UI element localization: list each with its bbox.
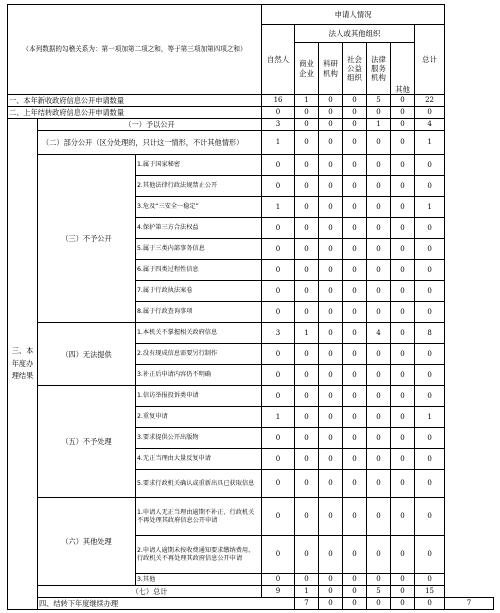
- cell-value: 0: [319, 536, 343, 574]
- cell-value: 0: [343, 344, 367, 365]
- cell-value: 0: [367, 302, 391, 323]
- cell-value: 1: [295, 586, 319, 598]
- row-label: （二）部分公开（区分处理的，只计这一情形，不计其他情形）: [38, 131, 262, 155]
- row-label: 6.属于四类过程性信息: [136, 260, 262, 281]
- cell-value: 0: [319, 428, 343, 449]
- cell-value: 0: [415, 155, 445, 176]
- header-natural-person: 自然人: [262, 25, 295, 95]
- header-research: 科研机构: [319, 43, 343, 95]
- cell-value: 0: [415, 218, 445, 239]
- cell-value: 4: [415, 119, 445, 131]
- cell-value: 0: [391, 536, 415, 574]
- cell-value: 0: [262, 574, 295, 586]
- cell-value: 0: [391, 281, 415, 302]
- cell-value: 0: [295, 428, 319, 449]
- row-label: 2.其他法律行政法规禁止公开: [136, 176, 262, 197]
- cell-value: 0: [319, 239, 343, 260]
- cell-value: 0: [367, 498, 391, 536]
- cell-value: 0: [262, 428, 295, 449]
- row-label: 二、上年结转政府信息公开申请数量: [8, 107, 262, 119]
- cell-value: 0: [391, 218, 415, 239]
- cell-value: 9: [262, 586, 295, 598]
- cell-value: 0: [343, 281, 367, 302]
- cell-value: 0: [343, 197, 367, 218]
- cell-value: 0: [391, 386, 415, 407]
- row-label: （一）予以公开: [38, 119, 262, 131]
- group-noinfo-label: （四）无法提供: [38, 323, 136, 386]
- cell-value: 0: [367, 107, 391, 119]
- cell-value: 0: [295, 344, 319, 365]
- cell-value: 0: [262, 107, 295, 119]
- cell-value: 0: [343, 449, 367, 470]
- cell-value: 0: [343, 386, 367, 407]
- cell-value: 0: [295, 155, 319, 176]
- cell-value: 0: [367, 260, 391, 281]
- cell-value: 0: [262, 218, 295, 239]
- row-partial-publish: [8, 131, 494, 155]
- row-label: 1.信访举报投诉类申请: [136, 386, 262, 407]
- cell-value: 0: [343, 365, 367, 386]
- row-label: 7.属于行政执法案卷: [136, 281, 262, 302]
- cell-value: 0: [295, 107, 319, 119]
- cell-value: 0: [319, 302, 343, 323]
- cell-value: 0: [319, 449, 343, 470]
- cell-value: 0: [367, 197, 391, 218]
- cell-value: 0: [295, 260, 319, 281]
- cell-value: 0: [319, 470, 343, 498]
- cell-value: 0: [343, 598, 367, 610]
- cell-value: 0: [295, 498, 319, 536]
- cell-value: 0: [319, 498, 343, 536]
- cell-value: 0: [415, 302, 445, 323]
- cell-value: 0: [343, 428, 367, 449]
- cell-value: 0: [343, 470, 367, 498]
- cell-value: 0: [343, 218, 367, 239]
- cell-value: 0: [391, 119, 415, 131]
- cell-value: 0: [319, 131, 343, 155]
- cell-value: 0: [295, 449, 319, 470]
- cell-value: 0: [295, 470, 319, 498]
- cell-value: 0: [391, 176, 415, 197]
- cell-value: 0: [262, 365, 295, 386]
- row-label: 4.无正当理由大量反复申请: [136, 449, 262, 470]
- section-3-label: 三、本年度办理结果: [8, 119, 38, 610]
- row-label: 2.重复申请: [136, 407, 262, 428]
- cell-value: 0: [415, 107, 445, 119]
- row-label: 1.本机关不掌握相关政府信息: [136, 323, 262, 344]
- row-carry-forward: [8, 598, 494, 610]
- cell-value: 0: [295, 536, 319, 574]
- cell-value: 0: [391, 407, 415, 428]
- cell-value: 0: [391, 131, 415, 155]
- row-label: （七）总计: [38, 586, 262, 598]
- row-carried-over: [8, 107, 494, 119]
- cell-value: 0: [391, 95, 415, 107]
- cell-value: 0: [343, 239, 367, 260]
- cell-value: 1: [415, 407, 445, 428]
- cell-value: 3: [262, 119, 295, 131]
- cell-value: 0: [343, 574, 367, 586]
- cell-value: 0: [262, 281, 295, 302]
- cell-value: 0: [415, 574, 445, 586]
- cell-value: 0: [319, 107, 343, 119]
- row-label: 一、本年新收政府信息公开申请数量: [8, 95, 262, 107]
- cell-value: 1: [295, 323, 319, 344]
- row-label: 3.补正后申请内容仍不明确: [136, 365, 262, 386]
- cell-value: 0: [415, 239, 445, 260]
- cell-value: 0: [262, 498, 295, 536]
- cell-value: 0: [415, 260, 445, 281]
- cell-value: 1: [262, 197, 295, 218]
- row-label: 8.属于行政查询事项: [136, 302, 262, 323]
- cell-value: 0: [319, 407, 343, 428]
- cell-value: 0: [367, 386, 391, 407]
- cell-value: 0: [319, 119, 343, 131]
- cell-value: 0: [391, 498, 415, 536]
- cell-value: 0: [295, 365, 319, 386]
- cell-value: 0: [343, 302, 367, 323]
- cell-value: 0: [391, 197, 415, 218]
- row-publish: [8, 119, 494, 131]
- cell-value: 0: [391, 323, 415, 344]
- cell-value: 0: [367, 344, 391, 365]
- cell-value: 0: [367, 155, 391, 176]
- cell-value: 0: [415, 281, 445, 302]
- cell-value: 0: [367, 536, 391, 574]
- cell-value: 1: [295, 95, 319, 107]
- cell-value: 0: [343, 131, 367, 155]
- header-commercial: 商业企业: [295, 43, 319, 95]
- row-section-total: [8, 586, 494, 598]
- cell-value: 1: [262, 131, 295, 155]
- cell-value: 0: [343, 536, 367, 574]
- cell-value: 0: [295, 239, 319, 260]
- cell-value: 1: [415, 131, 445, 155]
- header-applicant-situation: 申请人情况: [262, 5, 445, 25]
- cell-value: 5: [367, 586, 391, 598]
- cell-value: 0: [415, 449, 445, 470]
- cell-value: 0: [391, 239, 415, 260]
- cell-value: 0: [319, 281, 343, 302]
- row-label: 4.保护第三方合法权益: [136, 218, 262, 239]
- cell-value: 0: [391, 260, 415, 281]
- cell-value: 0: [343, 323, 367, 344]
- cell-value: 0: [343, 260, 367, 281]
- cell-value: 0: [319, 386, 343, 407]
- cell-value: 0: [295, 386, 319, 407]
- cell-value: 0: [391, 428, 415, 449]
- group-nopub-label: （三）不予公开: [38, 155, 136, 323]
- cell-value: 0: [262, 260, 295, 281]
- cell-value: 0: [319, 176, 343, 197]
- row-nopub-1: [8, 155, 494, 176]
- row-label: 1.申请人无正当理由逾期不补正、行政机关不再处理其政府信息公开申请: [136, 498, 262, 536]
- cell-value: 7: [445, 598, 494, 610]
- cell-value: 0: [295, 197, 319, 218]
- cell-value: 0: [367, 176, 391, 197]
- cell-value: 0: [319, 365, 343, 386]
- cell-value: 0: [367, 365, 391, 386]
- cell-value: 0: [295, 131, 319, 155]
- cell-value: 0: [343, 176, 367, 197]
- cell-value: 0: [319, 323, 343, 344]
- cell-value: 0: [262, 386, 295, 407]
- cell-value: 0: [391, 302, 415, 323]
- group-noproc-label: （五）不予处理: [38, 386, 136, 498]
- cell-value: 0: [319, 586, 343, 598]
- header-total: 总计: [415, 25, 445, 95]
- cell-value: 0: [295, 119, 319, 131]
- cell-value: 0: [415, 365, 445, 386]
- cell-value: 0: [262, 449, 295, 470]
- group-otherproc-label: （六）其他处理: [38, 498, 136, 586]
- cell-value: 0: [415, 536, 445, 574]
- cell-value: 0: [367, 407, 391, 428]
- cell-value: 0: [391, 586, 415, 598]
- foi-statistics-table: [7, 4, 494, 610]
- cell-value: 0: [367, 574, 391, 586]
- cell-value: 0: [262, 470, 295, 498]
- cell-value: 1: [262, 407, 295, 428]
- header-row-1: [8, 5, 494, 25]
- cell-value: 0: [295, 407, 319, 428]
- cell-value: 0: [295, 176, 319, 197]
- cell-value: 0: [415, 428, 445, 449]
- cell-value: 0: [343, 498, 367, 536]
- cell-value: 3: [262, 323, 295, 344]
- cell-value: 0: [319, 260, 343, 281]
- row-label: 四、结转下年度继续办理: [38, 598, 295, 610]
- cell-value: 0: [295, 218, 319, 239]
- row-label: 1.属于国家秘密: [136, 155, 262, 176]
- cell-value: 0: [262, 176, 295, 197]
- row-label: 3.要求提供公开出版物: [136, 428, 262, 449]
- cell-value: 0: [343, 586, 367, 598]
- cell-value: 0: [343, 407, 367, 428]
- cell-value: 0: [295, 574, 319, 586]
- cell-value: 1: [415, 197, 445, 218]
- row-new-applications: [8, 95, 494, 107]
- cell-value: 1: [367, 119, 391, 131]
- cell-value: 0: [415, 344, 445, 365]
- cell-value: 0: [262, 239, 295, 260]
- cell-value: 0: [367, 131, 391, 155]
- header-legal-entity-group: 法人或其他组织: [295, 25, 415, 43]
- cell-value: 0: [319, 598, 343, 610]
- cell-value: 0: [391, 365, 415, 386]
- cell-value: 0: [415, 470, 445, 498]
- cell-value: 0: [391, 107, 415, 119]
- row-label: 5.属于三类内部事务信息: [136, 239, 262, 260]
- cell-value: 0: [391, 155, 415, 176]
- cell-value: 0: [319, 197, 343, 218]
- cell-value: 0: [262, 344, 295, 365]
- row-noproc-1: [8, 386, 494, 407]
- row-label: 3.其他: [136, 574, 262, 586]
- cell-value: 0: [367, 428, 391, 449]
- header-legal-service: 法律服务机构: [367, 43, 391, 95]
- cell-value: 0: [391, 470, 415, 498]
- cell-value: 0: [343, 119, 367, 131]
- cell-value: 0: [367, 470, 391, 498]
- cell-value: 0: [415, 498, 445, 536]
- cell-value: 0: [319, 95, 343, 107]
- cell-value: 0: [319, 344, 343, 365]
- cell-value: 0: [391, 574, 415, 586]
- cell-value: 0: [343, 155, 367, 176]
- cell-value: 22: [415, 95, 445, 107]
- header-social-welfare: 社会公益组织: [343, 43, 367, 95]
- row-label: 5.要求行政机关确认或重新出具已获取信息: [136, 470, 262, 498]
- cell-value: 4: [367, 323, 391, 344]
- cell-value: 8: [415, 323, 445, 344]
- cell-value: 0: [367, 239, 391, 260]
- cell-value: 16: [262, 95, 295, 107]
- row-otherproc-1: [8, 498, 494, 536]
- cell-value: 15: [415, 586, 445, 598]
- cell-value: 0: [415, 176, 445, 197]
- cell-value: 0: [319, 218, 343, 239]
- cell-value: 0: [367, 218, 391, 239]
- cell-value: 7: [295, 598, 319, 610]
- row-noinfo-1: [8, 323, 494, 344]
- row-label: 2.申请人逾期未按收费通知要求缴纳费用、行政机关不再处理其政府信息公开申请: [136, 536, 262, 574]
- header-note: （本列数据的勾稽关系为：第一项加第二项之和，等于第三项加第四项之和）: [8, 5, 262, 95]
- cell-value: 0: [295, 302, 319, 323]
- cell-value: 0: [319, 155, 343, 176]
- cell-value: 0: [343, 95, 367, 107]
- cell-value: 0: [319, 574, 343, 586]
- cell-value: 0: [295, 281, 319, 302]
- row-label: 2.没有现成信息需要另行制作: [136, 344, 262, 365]
- cell-value: 0: [391, 598, 415, 610]
- cell-value: 0: [262, 302, 295, 323]
- cell-value: 0: [391, 449, 415, 470]
- cell-value: 5: [367, 95, 391, 107]
- cell-value: 0: [262, 536, 295, 574]
- cell-value: 0: [391, 344, 415, 365]
- row-label: 3.危及“三安全一稳定”: [136, 197, 262, 218]
- cell-value: 0: [415, 386, 445, 407]
- cell-value: 0: [343, 107, 367, 119]
- cell-value: 0: [367, 449, 391, 470]
- cell-value: 0: [262, 155, 295, 176]
- cell-value: 0: [367, 281, 391, 302]
- header-other: 其他: [391, 43, 415, 95]
- cell-value: 0: [367, 598, 391, 610]
- cell-value: 0: [415, 598, 445, 610]
